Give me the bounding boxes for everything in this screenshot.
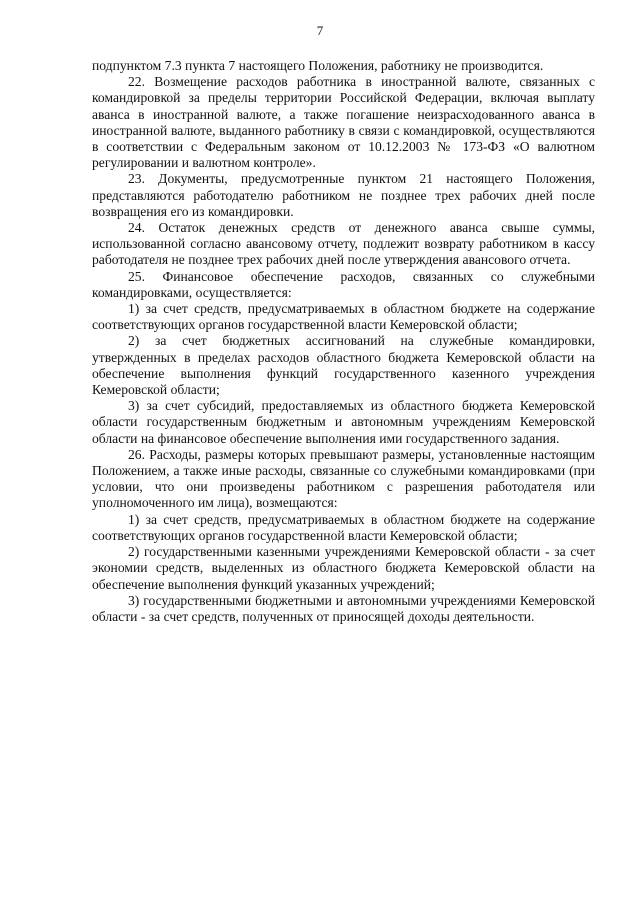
paragraph-25: 25. Финансовое обеспечение расходов, связанных со служебными командировками, осуществляется: bbox=[92, 268, 595, 300]
paragraph-25-item-3: 3) за счет субсидий, предоставляемых из областного бюджета Кемеровской области государственным бюджетным и автономным учреждениям Кемеровской области на финансовое обеспечение выполнения ими государственного задания. bbox=[92, 398, 595, 446]
document-body bbox=[92, 58, 595, 625]
paragraph-26-item-3: 3) государственными бюджетными и автономными учреждениями Кемеровской области - за счет средств, полученных от приносящей доходы деятельности. bbox=[92, 592, 595, 624]
paragraph-25-item-1: 1) за счет средств, предусматриваемых в областном бюджете на содержание соответствующих органов государственной власти Кемеровской области; bbox=[92, 301, 595, 333]
paragraph-25-item-2: 2) за счет бюджетных ассигнований на служебные командировки, утвержденных в пределах расходов областного бюджета Кемеровской области на обеспечение выполнения функций государственного казенного учреждения Кемеровской области; bbox=[92, 333, 595, 398]
paragraph-24: 24. Остаток денежных средств от денежного аванса свыше суммы, использованной согласно авансовому отчету, подлежит возврату работником в кассу работодателя не позднее трех рабочих дней после утверждения авансового отчета. bbox=[92, 220, 595, 268]
paragraph-26: 26. Расходы, размеры которых превышают размеры, установленные настоящим Положением, а также иные расходы, связанные со служебными командировками (при условии, что они произведены работником с разрешения работодателя или уполномоченного им лица), возмещаются: bbox=[92, 446, 595, 511]
paragraph-26-item-1: 1) за счет средств, предусматриваемых в областном бюджете на содержание соответствующих органов государственной власти Кемеровской области; bbox=[92, 511, 595, 543]
paragraph-22: 22. Возмещение расходов работника в иностранной валюте, связанных с командировкой за пределы территории Российской Федерации, включая выплату аванса в иностранной валюте, а также погашение неизрасходованного аванса в иностранной валюте, выданного работнику в связи с командировкой, осуществляются в соответствии с Федеральным законом от 10.12.2003 № 173-ФЗ «О валютном регулировании и валютном контроле». bbox=[92, 74, 595, 171]
paragraph-26-item-2: 2) государственными казенными учреждениями Кемеровской области - за счет экономии средств, выделенных из областного бюджета Кемеровской области на обеспечение выполнения функций указанных учреждений; bbox=[92, 544, 595, 592]
paragraph-23: 23. Документы, предусмотренные пунктом 21 настоящего Положения, представляются работодателю работником не позднее трех рабочих дней после возвращения его из командировки. bbox=[92, 171, 595, 219]
paragraph-continuation: подпунктом 7.3 пункта 7 настоящего Положения, работнику не производится. bbox=[92, 58, 544, 73]
page-number: 7 bbox=[316, 23, 324, 38]
